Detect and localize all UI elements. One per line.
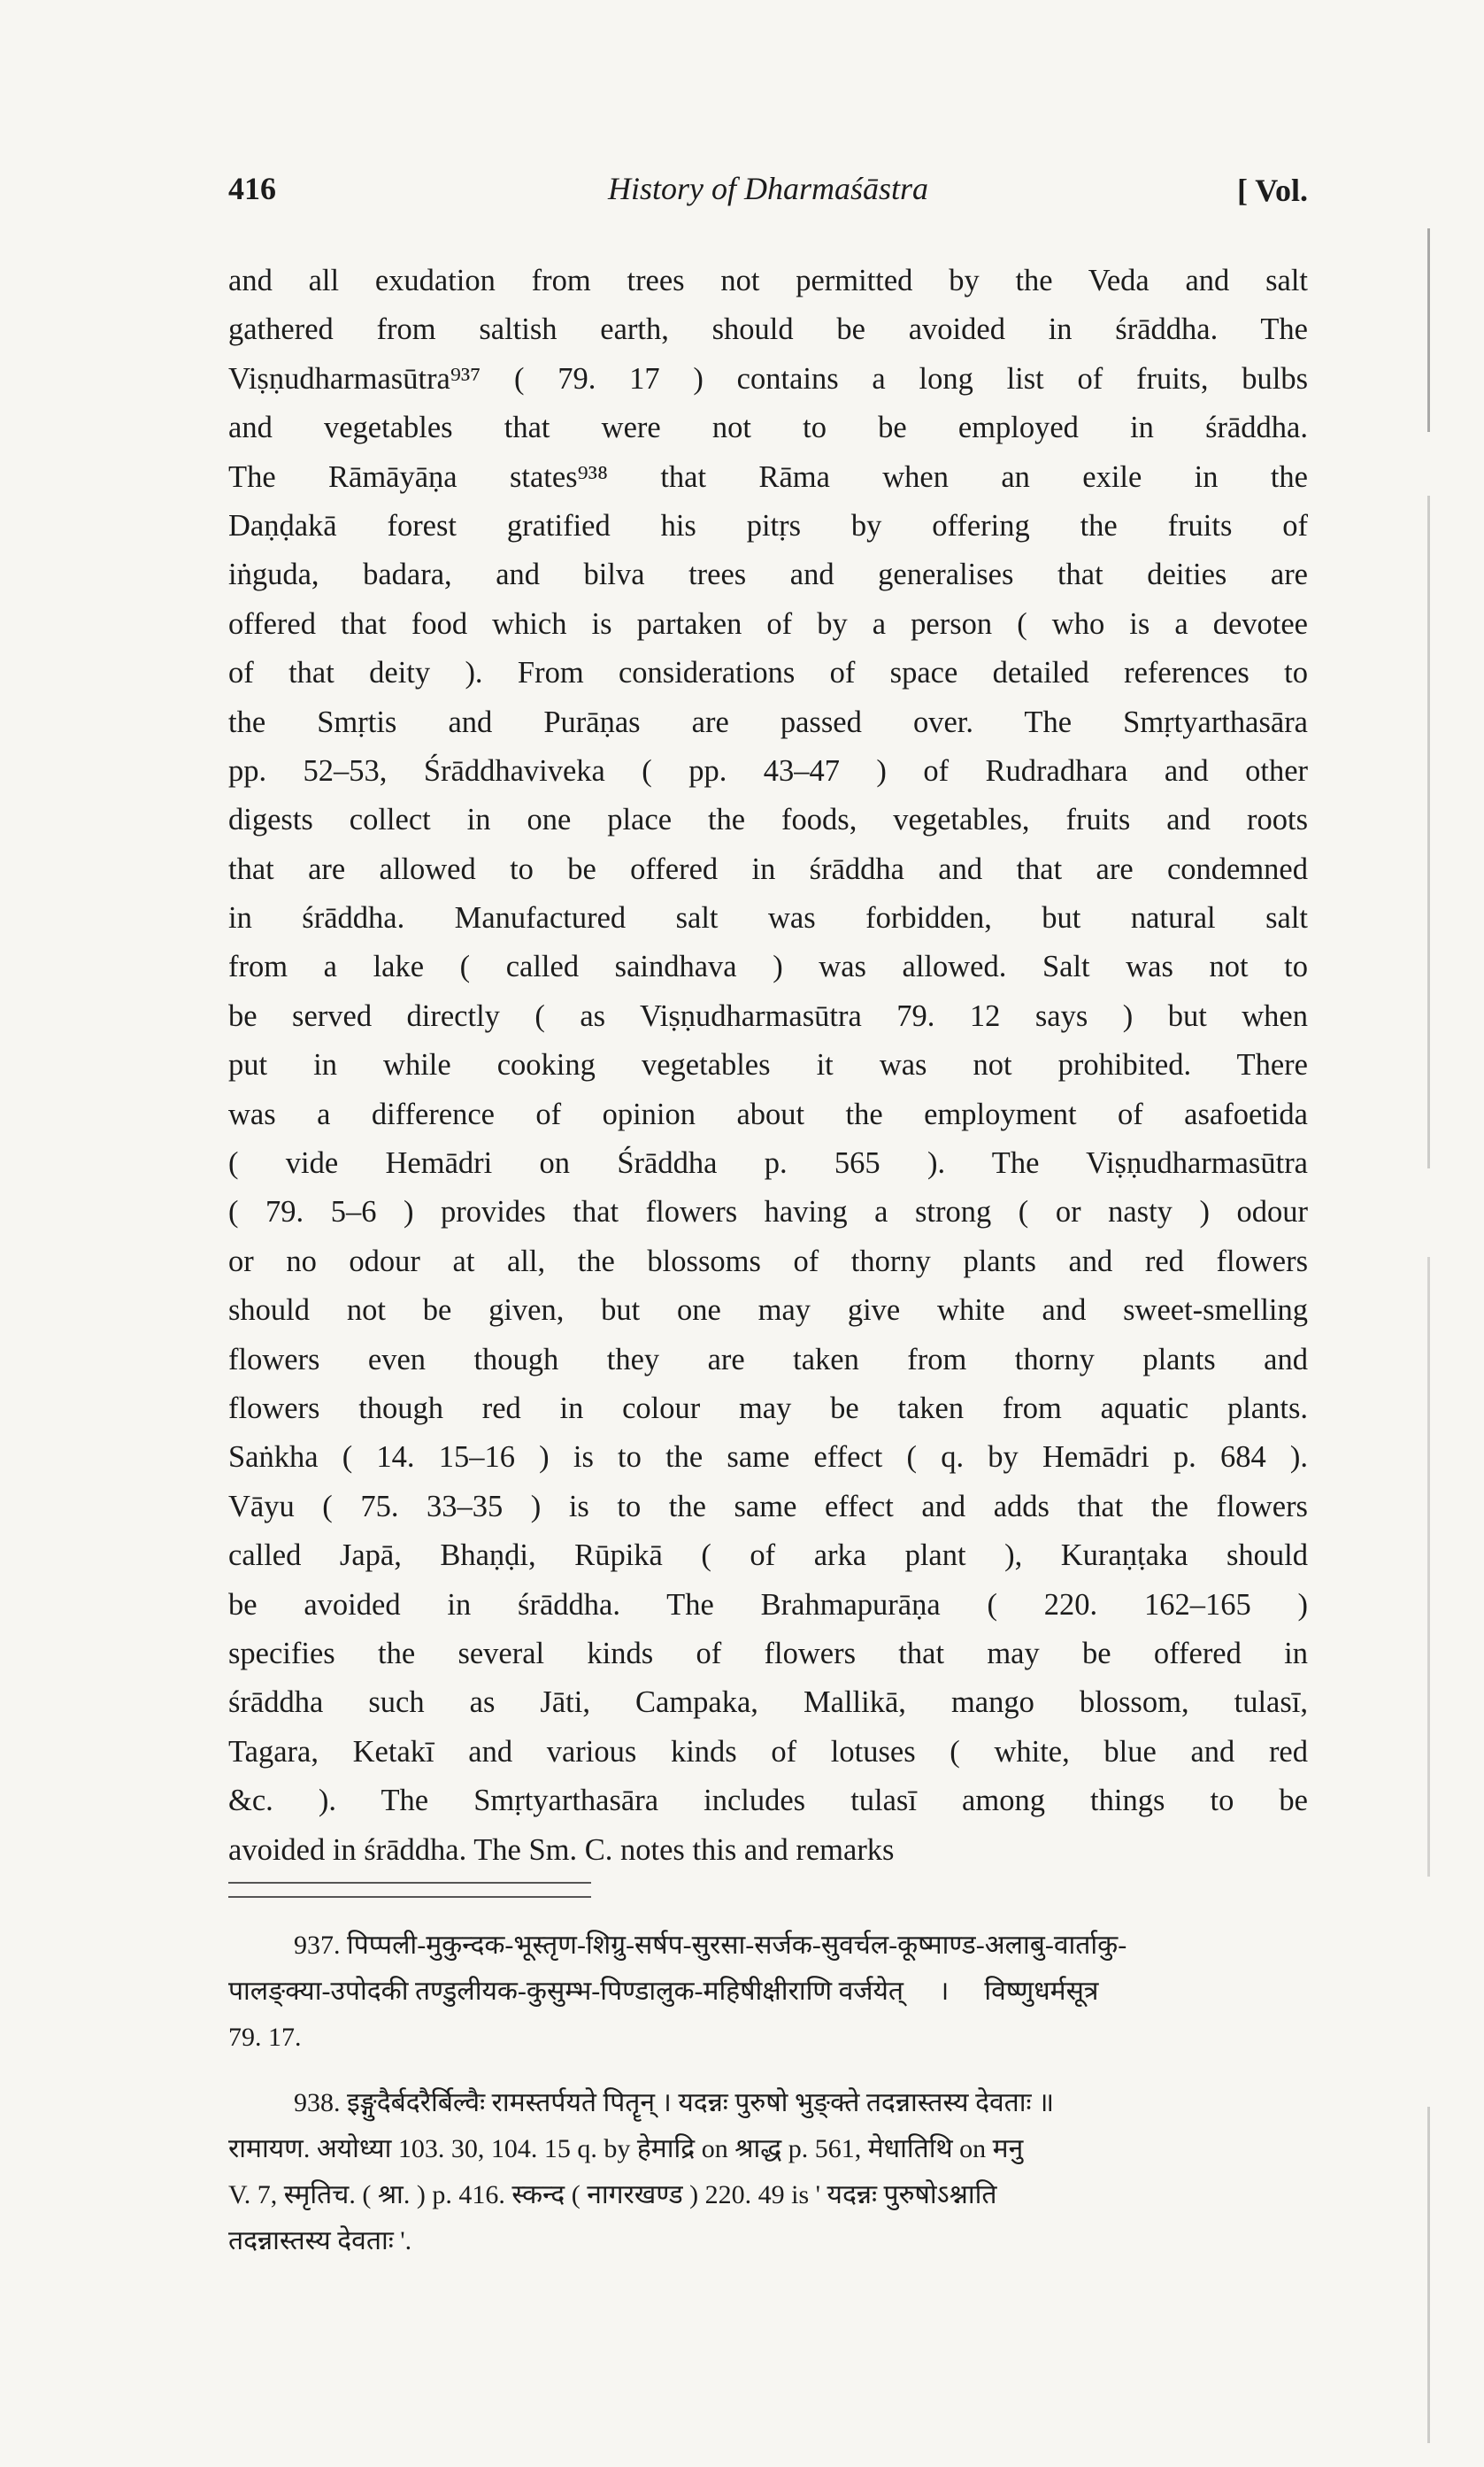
scan-margin-line <box>1427 2107 1430 2443</box>
page-number: 416 <box>228 171 276 206</box>
body-line: gathered from saltish earth, should be avoided in śrāddha. The <box>228 312 1308 347</box>
footnotes <box>228 1923 1308 2264</box>
body-line: was a difference of opinion about the employment of asafoetida <box>228 1097 1308 1131</box>
body-line: of that deity ). From considerations of space detailed references to <box>228 656 1308 690</box>
body-text <box>228 257 1308 1875</box>
body-line: Daṇḍakā forest gratified his pitṛs by offering the fruits of <box>228 508 1308 543</box>
body-line: Viṣṇudharmasūtra⁹³⁷ ( 79. 17 ) contains a long list of fruits, bulbs <box>228 361 1308 396</box>
body-line: be avoided in śrāddha. The Brahmapurāṇa ( 220. 162–165 ) <box>228 1587 1308 1622</box>
body-line: from a lake ( called saindhava ) was allowed. Salt was not to <box>228 950 1308 984</box>
body-line: offered that food which is partaken of by a person ( who is a devotee <box>228 606 1308 641</box>
body-line: and vegetables that were not to be employed in śrāddha. <box>228 411 1308 445</box>
footnote-937-line: 937. पिप्पली-मुकुन्दक-भूस्तृण-शिग्रु-सर्षप-सुरसा-सर्जक-सुवर्चल-कूष्माण्ड-अलाबु-वार्ताकु- <box>294 1931 1127 1960</box>
body-line: digests collect in one place the foods, vegetables, fruits and roots <box>228 803 1308 837</box>
scan-margin-line <box>1427 228 1430 432</box>
body-line: called Japā, Bhaṇḍi, Rūpikā ( of arka plant ), Kuraṇṭaka should <box>228 1538 1308 1573</box>
body-line: and all exudation from trees not permitted by the Veda and salt <box>228 264 1308 297</box>
volume-label: [ Vol. <box>1236 173 1308 208</box>
body-line: in śrāddha. Manufactured salt was forbidden, but natural salt <box>228 901 1308 936</box>
body-line: &c. ). The Smṛtyarthasāra includes tulasī among things to be <box>228 1784 1308 1818</box>
body-line: Tagara, Ketakī and various kinds of lotuses ( white, blue and red <box>228 1734 1308 1769</box>
body-line: flowers even though they are taken from thorny plants and <box>228 1342 1308 1376</box>
body-line: ( vide Hemādri on Śrāddha p. 565 ). The Viṣṇudharmasūtra <box>228 1146 1308 1181</box>
scan-margin-line <box>1427 1257 1430 1877</box>
body-line: should not be given, but one may give white and sweet-smelling <box>228 1293 1308 1328</box>
footnote-937-text: पालङ्क्या-उपोदकी तण्डुलीयक-कुसुम्भ-पिण्डालुक-महिषीक्षीराणि वर्जयेत् <box>228 1977 904 2006</box>
page-header <box>228 159 1308 221</box>
body-line: iṅguda, badara, and bilva trees and generalises that deities are <box>228 558 1308 592</box>
running-title: History of Dharmaśāstra <box>607 171 929 206</box>
footnote-937-line: 79. 17. <box>228 2023 302 2052</box>
body-line: specifies the several kinds of flowers that may be offered in <box>228 1636 1308 1670</box>
body-line: that are allowed to be offered in śrāddha and that are condemned <box>228 852 1308 886</box>
body-line: śrāddha such as Jāti, Campaka, Mallikā, mango blossom, tulasī, <box>228 1685 1308 1720</box>
footnote-938-line: 938. इङ्गुदैर्बदरैर्बिल्वैः रामस्तर्पयते पितॄन् । यदन्नः पुरुषो भुङ्क्ते तदन्नास्तस्य देवताः ॥ <box>294 2088 1055 2117</box>
footnote-938-line: तदन्नास्तस्य देवताः '. <box>228 2226 412 2255</box>
footnote-937-line <box>228 1969 1308 2015</box>
body-line: flowers though red in colour may be taken from aquatic plants. <box>228 1391 1308 1425</box>
body-line: Saṅkha ( 14. 15–16 ) is to the same effect ( q. by Hemādri p. 684 ). <box>228 1440 1308 1475</box>
scan-margin-line <box>1427 496 1430 1168</box>
body-line: The Rāmāyāṇa states⁹³⁸ that Rāma when an exile in the <box>228 459 1308 494</box>
body-line: ( 79. 5–6 ) provides that flowers having a strong ( or nasty ) odour <box>228 1195 1308 1230</box>
body-line: or no odour at all, the blossoms of thorny plants and red flowers <box>228 1244 1308 1278</box>
footnote-938-line: V. 7, स्मृतिच. ( श्रा. ) p. 416. स्कन्द ( नागरखण्ड ) 220. 49 is ' यदन्नः पुरुषोऽश्नाति <box>228 2180 997 2209</box>
body-line: put in while cooking vegetables it was not prohibited. There <box>228 1048 1308 1083</box>
footnote-937-danda: । <box>939 1977 950 2006</box>
body-line: Vāyu ( 75. 33–35 ) is to the same effect and adds that the flowers <box>228 1489 1308 1523</box>
footnote-937-source: विष्णुधर्मसूत्र <box>984 1977 1099 2006</box>
footnote-938-line: रामायण. अयोध्या 103. 30, 104. 15 q. by हेमाद्रि on श्राद्ध p. 561, मेधातिथि on मनु <box>228 2134 1024 2163</box>
body-line: avoided in śrāddha. The Sm. C. notes this and remarks <box>228 1832 895 1867</box>
body-line: the Smṛtis and Purāṇas are passed over. The Smṛtyarthasāra <box>228 705 1308 739</box>
body-line: pp. 52–53, Śrāddhaviveka ( pp. 43–47 ) of Rudradhara and other <box>228 753 1308 788</box>
footnote-divider <box>228 1882 591 1898</box>
body-line: be served directly ( as Viṣṇudharmasūtra 79. 12 says ) but when <box>228 998 1308 1033</box>
